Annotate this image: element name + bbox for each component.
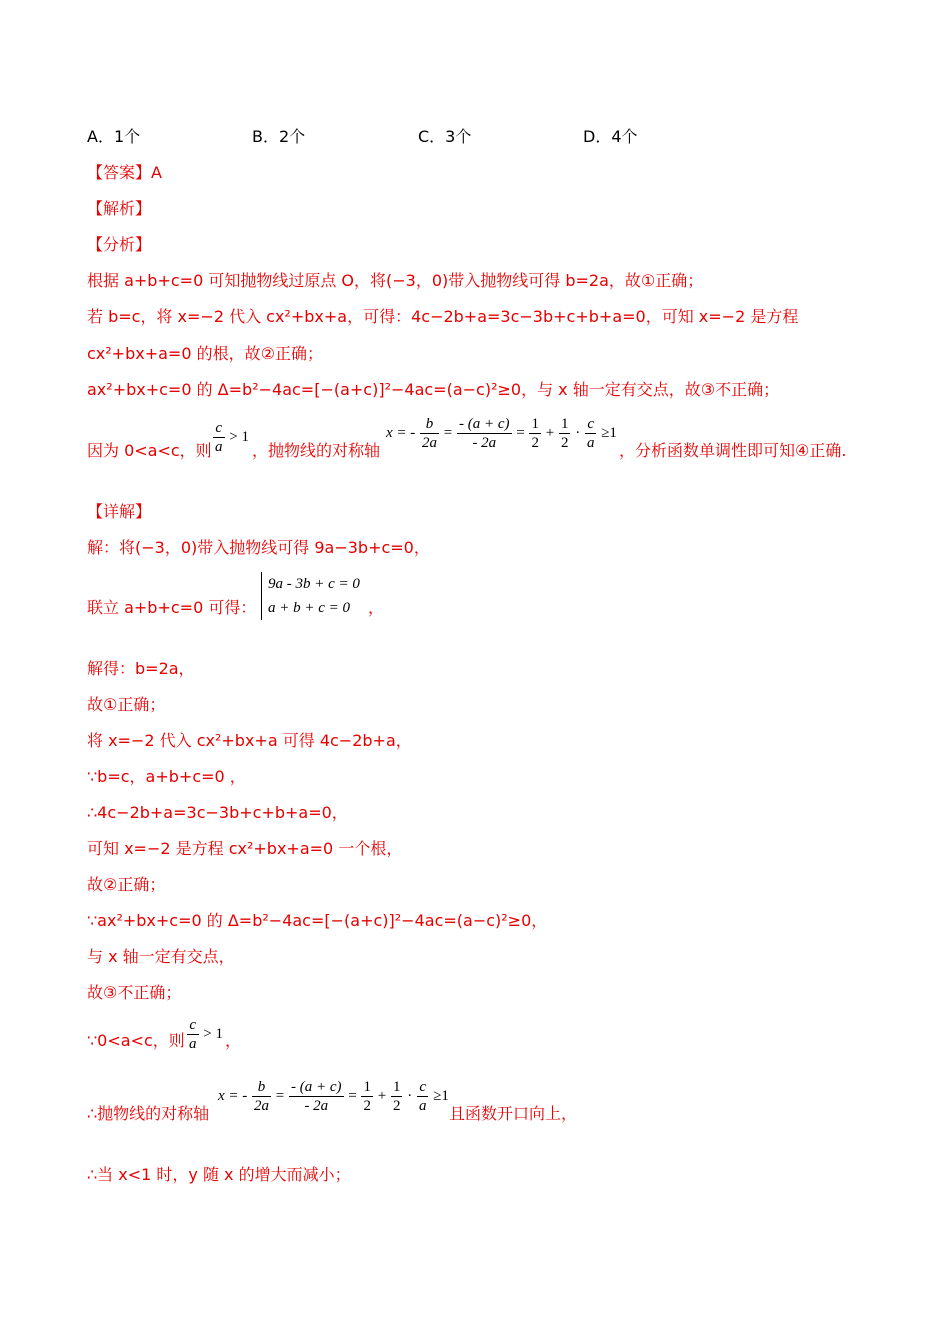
system-equation-1: 9a - 3b + c = 0 bbox=[268, 576, 360, 592]
x-equals: x = - bbox=[218, 1087, 248, 1104]
fraction-numerator: 1 bbox=[531, 416, 539, 432]
multiply-dot: · bbox=[407, 1087, 413, 1104]
detail-line-12: 故③不正确； bbox=[87, 983, 182, 1002]
detail-line-11: 与 x 轴一定有交点， bbox=[87, 947, 235, 966]
formula-c-over-a-gt-1 bbox=[186, 1016, 223, 1053]
fraction-c-a bbox=[417, 1078, 429, 1115]
detail-line-13-end: ， bbox=[225, 1031, 242, 1050]
detail-line-6: ∵b=c，a+b+c=0 ， bbox=[87, 767, 246, 786]
ge-one: ≥1 bbox=[601, 424, 617, 441]
analysis-line-5-mid: ，抛物线的对称轴 bbox=[252, 441, 381, 460]
equals-sign: = bbox=[348, 1087, 357, 1104]
plus-sign: + bbox=[545, 424, 555, 441]
formula-axis-of-symmetry bbox=[218, 1078, 449, 1115]
xiangjie-label: 【详解】 bbox=[87, 502, 152, 521]
fraction-numerator: b bbox=[252, 1078, 271, 1097]
fraction-numerator: - (a + c) bbox=[459, 416, 510, 432]
analysis-line-1: 根据 a+b+c=0 可知抛物线过原点 O，将(−3，0)带入抛物线可得 b=2a，故①正确； bbox=[87, 271, 704, 290]
fraction-denominator: 2 bbox=[531, 435, 539, 451]
equals-sign: = bbox=[443, 424, 453, 441]
detail-line-8: 可知 x=−2 是方程 cx²+bx+a=0 一个根， bbox=[87, 839, 403, 858]
ge-one: ≥1 bbox=[433, 1087, 449, 1104]
analysis-line-4: ax²+bx+c=0 的 Δ=b²−4ac=[−(a+c)]²−4ac=(a−c)²≥0，与 x 轴一定有交点，故③不正确； bbox=[87, 380, 780, 399]
fraction-denominator: a bbox=[418, 1098, 427, 1114]
detail-line-14-start: ∴抛物线的对称轴 bbox=[87, 1104, 210, 1123]
equals-sign: = bbox=[275, 1087, 285, 1104]
analysis-line-5-end: ，分析函数单调性即可知④正确. bbox=[619, 441, 847, 460]
detail-line-5: 将 x=−2 代入 cx²+bx+a 可得 4c−2b+a， bbox=[87, 731, 412, 750]
fraction-b-2a bbox=[420, 415, 439, 452]
detail-line-2-end: ， bbox=[368, 598, 385, 617]
jiexi-label: 【解析】 bbox=[87, 199, 152, 218]
fraction-denominator: 2a bbox=[254, 1098, 270, 1114]
analysis-line-5-start: 因为 0<a<c，则 bbox=[87, 441, 212, 460]
fraction-denominator: - 2a bbox=[472, 435, 497, 451]
fraction-numerator: c bbox=[585, 415, 597, 434]
fraction-one-half bbox=[559, 415, 571, 452]
option-d: D．4个 bbox=[583, 127, 638, 146]
detail-line-10: ∵ax²+bx+c=0 的 Δ=b²−4ac=[−(a+c)]²−4ac=(a−c)²≥0， bbox=[87, 911, 548, 930]
fraction-neg-apc-neg-2a bbox=[457, 415, 512, 452]
fraction-numerator: b bbox=[420, 415, 439, 434]
fraction-denominator: 2 bbox=[363, 1098, 371, 1114]
detail-line-15: ∴当 x<1 时，y 随 x 的增大而减小； bbox=[87, 1165, 351, 1184]
detail-line-3: 解得：b=2a， bbox=[87, 659, 195, 678]
detail-line-4: 故①正确； bbox=[87, 695, 166, 714]
fraction-denominator: 2 bbox=[392, 1098, 401, 1114]
fraction-denominator: a bbox=[586, 435, 595, 451]
fraction-one-half bbox=[361, 1078, 373, 1115]
analysis-line-3: cx²+bx+a=0 的根，故②正确； bbox=[87, 344, 323, 363]
fraction-denominator: a bbox=[215, 439, 223, 455]
option-b: B．2个 bbox=[252, 127, 306, 146]
fraction-neg-apc-neg-2a bbox=[289, 1078, 344, 1115]
detail-line-13-start: ∵0<a<c，则 bbox=[87, 1031, 185, 1050]
fraction-numerator: - (a + c) bbox=[291, 1079, 342, 1095]
plus-sign: + bbox=[377, 1087, 387, 1104]
fraction-denominator: 2 bbox=[560, 435, 569, 451]
formula-c-over-a-gt-1 bbox=[212, 419, 249, 456]
fraction-denominator: a bbox=[189, 1036, 197, 1052]
fraction-numerator: 1 bbox=[560, 416, 569, 432]
fraction-numerator: c bbox=[417, 1078, 429, 1097]
detail-line-9: 故②正确； bbox=[87, 875, 166, 894]
fraction-numerator: c bbox=[187, 1016, 199, 1035]
fraction-one-half bbox=[391, 1078, 403, 1115]
option-a: A．1个 bbox=[87, 127, 141, 146]
fraction-denominator: - 2a bbox=[304, 1098, 329, 1114]
fraction-numerator: 1 bbox=[363, 1079, 371, 1095]
fraction-b-2a bbox=[252, 1078, 271, 1115]
fenxi-label: 【分析】 bbox=[87, 235, 152, 254]
analysis-line-2: 若 b=c，将 x=−2 代入 cx²+bx+a，可得：4c−2b+a=3c−3b+c+b+a=0，可知 x=−2 是方程 bbox=[87, 307, 799, 326]
answer-label: 【答案】A bbox=[87, 163, 162, 182]
fraction-c-a bbox=[213, 419, 225, 456]
greater-than-one: > 1 bbox=[203, 1025, 223, 1042]
fraction-numerator: 1 bbox=[392, 1079, 401, 1095]
option-c: C．3个 bbox=[418, 127, 472, 146]
system-equation-2: a + b + c = 0 bbox=[268, 600, 351, 616]
fraction-c-a bbox=[585, 415, 597, 452]
multiply-dot: · bbox=[575, 424, 581, 441]
x-equals: x = - bbox=[386, 424, 416, 441]
formula-axis-of-symmetry bbox=[386, 415, 617, 452]
detail-line-2-start: 联立 a+b+c=0 可得： bbox=[87, 598, 257, 617]
detail-line-1: 解：将(−3，0)带入抛物线可得 9a−3b+c=0， bbox=[87, 538, 430, 557]
detail-line-7: ∴4c−2b+a=3c−3b+c+b+a=0， bbox=[87, 803, 348, 822]
fraction-c-a bbox=[187, 1016, 199, 1053]
greater-than-one: > 1 bbox=[229, 428, 249, 445]
fraction-denominator: 2a bbox=[422, 435, 438, 451]
detail-line-14-end: 且函数开口向上， bbox=[449, 1104, 578, 1123]
equation-system bbox=[261, 572, 360, 620]
equals-sign: = bbox=[516, 424, 525, 441]
fraction-one-half bbox=[529, 415, 541, 452]
fraction-numerator: c bbox=[213, 419, 225, 438]
